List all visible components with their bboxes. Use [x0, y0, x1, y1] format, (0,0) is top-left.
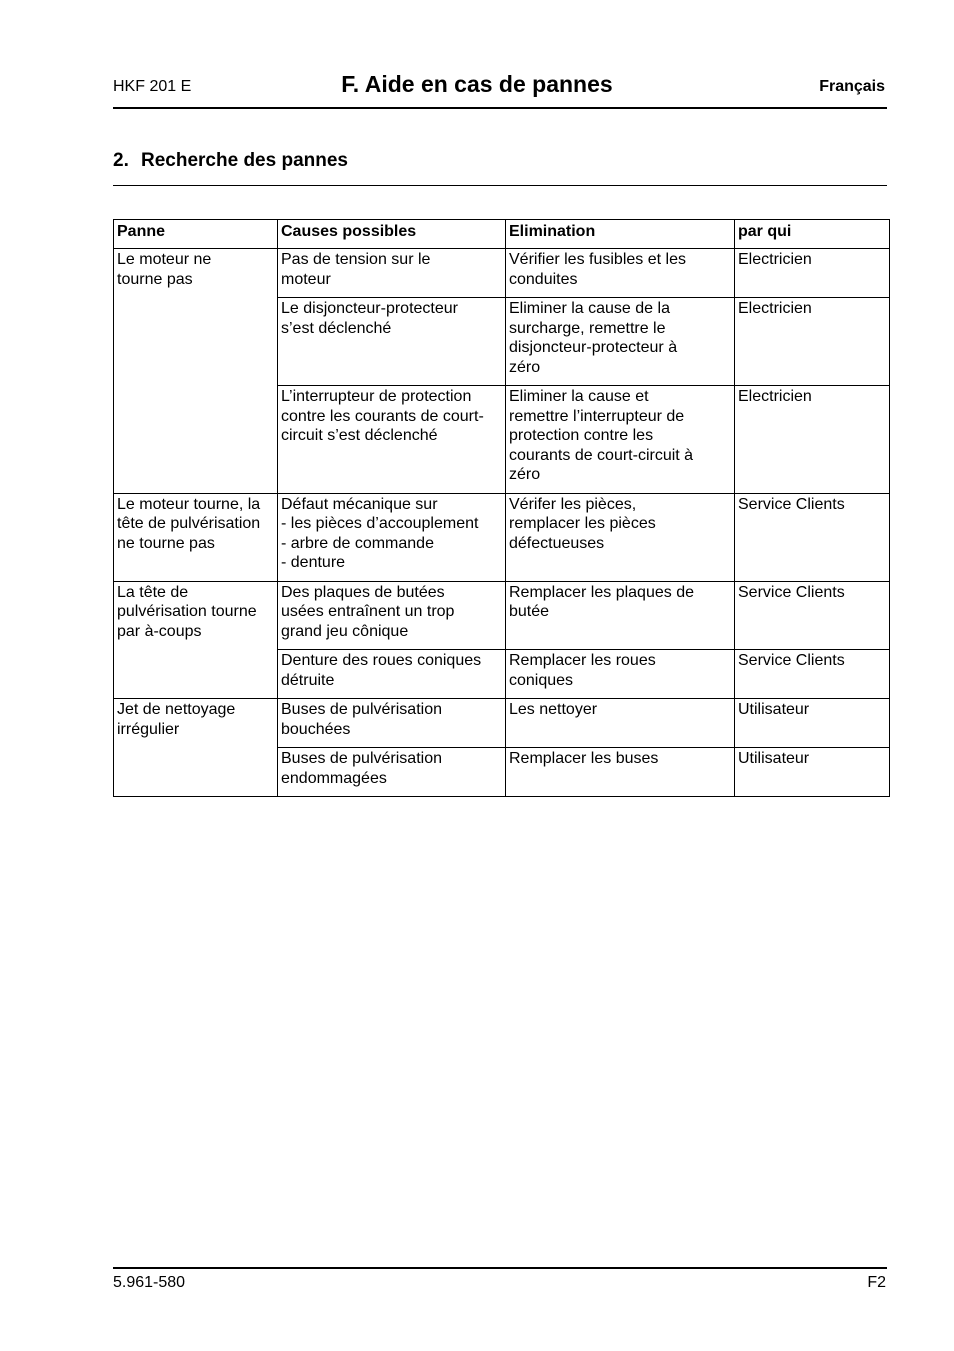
column-header-causes: Causes possibles: [278, 220, 506, 249]
par-qui-cell: Utilisateur: [735, 748, 890, 797]
cause-cell: Le disjoncteur-protecteur s’est déclenché: [278, 298, 506, 386]
section-divider: [113, 185, 887, 186]
elimination-cell: Remplacer les roues coniques: [506, 650, 735, 699]
column-header-panne: Panne: [114, 220, 278, 249]
elimination-cell: Eliminer la cause de la surcharge, remettre le disjoncteur-protecteur à zéro: [506, 298, 735, 386]
par-qui-cell: Electricien: [735, 249, 890, 298]
elimination-cell: Les nettoyer: [506, 699, 735, 748]
par-qui-cell: Electricien: [735, 386, 890, 494]
section-heading: [113, 150, 348, 172]
cause-cell: Denture des roues coniques détruite: [278, 650, 506, 699]
footer-divider: [113, 1267, 887, 1269]
document-number: 5.961-580: [113, 1274, 186, 1291]
elimination-cell: Remplacer les plaques de butée: [506, 581, 735, 650]
panne-cell: Le moteur ne tourne pas: [114, 249, 278, 494]
cause-cell: L’interrupteur de protection contre les courants de court- circuit s’est déclenché: [278, 386, 506, 494]
table-row: [114, 581, 890, 650]
model-label: HKF 201 E: [113, 78, 192, 95]
section-title: Recherche des pannes: [141, 150, 348, 171]
page-number: F2: [867, 1274, 886, 1291]
table-row: [114, 699, 890, 748]
section-number: 2.: [113, 150, 129, 171]
column-header-elimination: Elimination: [506, 220, 735, 249]
panne-cell: La tête de pulvérisation tourne par à-coups: [114, 581, 278, 699]
cause-cell: Défaut mécanique sur - les pièces d’accouplement - arbre de commande - denture: [278, 493, 506, 581]
table-row: [114, 493, 890, 581]
cause-cell: Des plaques de butées usées entraînent un trop grand jeu cônique: [278, 581, 506, 650]
cause-cell: Buses de pulvérisation endommagées: [278, 748, 506, 797]
header-divider: [113, 107, 887, 109]
par-qui-cell: Utilisateur: [735, 699, 890, 748]
par-qui-cell: Service Clients: [735, 493, 890, 581]
language-label: Français: [819, 78, 885, 95]
elimination-cell: Remplacer les buses: [506, 748, 735, 797]
elimination-cell: Vérifer les pièces, remplacer les pièces défectueuses: [506, 493, 735, 581]
chapter-title: F. Aide en cas de pannes: [341, 71, 613, 97]
troubleshooting-table: [113, 219, 890, 797]
par-qui-cell: Service Clients: [735, 650, 890, 699]
par-qui-cell: Service Clients: [735, 581, 890, 650]
panne-cell: Le moteur tourne, la tête de pulvérisation ne tourne pas: [114, 493, 278, 581]
panne-cell: Jet de nettoyage irrégulier: [114, 699, 278, 797]
elimination-cell: Eliminer la cause et remettre l’interrupteur de protection contre les courants de court-circuit à zéro: [506, 386, 735, 494]
column-header-par-qui: par qui: [735, 220, 890, 249]
table-row: [114, 249, 890, 298]
cause-cell: Buses de pulvérisation bouchées: [278, 699, 506, 748]
cause-cell: Pas de tension sur le moteur: [278, 249, 506, 298]
table-header-row: [114, 220, 890, 249]
elimination-cell: Vérifier les fusibles et les conduites: [506, 249, 735, 298]
par-qui-cell: Electricien: [735, 298, 890, 386]
